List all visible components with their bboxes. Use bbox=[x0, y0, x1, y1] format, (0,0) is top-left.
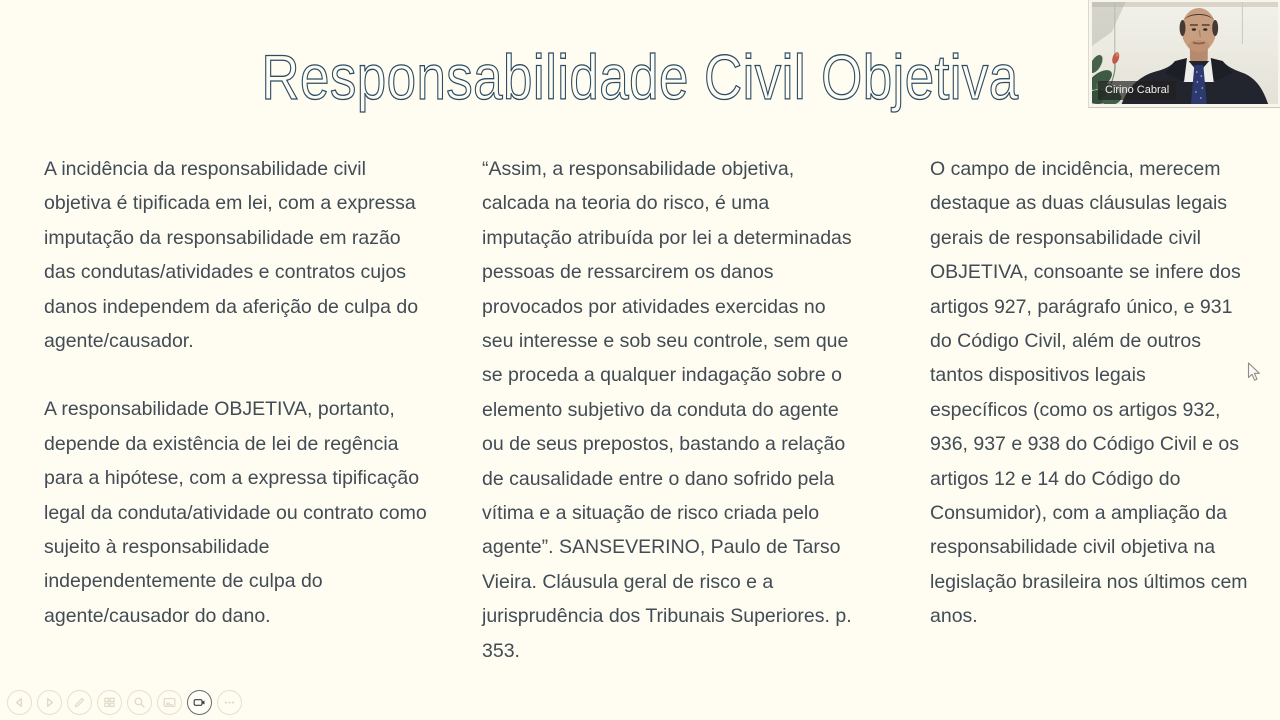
zoom-button[interactable] bbox=[127, 690, 152, 715]
column-paragraph: O campo de incidência, merecem destaque as duas cláusulas legais gerais de responsabilidade civil OBJETIVA, consoante se infere dos artigos 927, parágrafo único, e 931 do Código Civil, além de outros tantos dispositivos legais específicos (como os artigos 932, 936, 937 e 938 do Código Civil e os artigos 12 e 14 do Código do Consumidor), com a ampliação da responsabilidade civil objetiva na legislação brasileira nos últimos cem anos. bbox=[930, 158, 1248, 628]
ellipsis-icon bbox=[221, 694, 238, 711]
mouse-cursor bbox=[1247, 362, 1261, 382]
more-options-button[interactable] bbox=[217, 690, 242, 715]
slide-column-3 bbox=[930, 152, 1248, 668]
captions-icon bbox=[161, 694, 178, 711]
slide-title: Responsabilidade Civil Objetiva bbox=[261, 43, 1019, 113]
subtitles-button[interactable] bbox=[157, 690, 182, 715]
slides-grid-icon bbox=[101, 694, 118, 711]
pen-tools-button[interactable] bbox=[67, 690, 92, 715]
chevron-right-icon bbox=[41, 694, 58, 711]
see-all-slides-button[interactable] bbox=[97, 690, 122, 715]
slide-column-1 bbox=[44, 152, 430, 667]
camera-toggle-button[interactable] bbox=[187, 690, 212, 715]
magnifier-icon bbox=[131, 694, 148, 711]
column-paragraph: A incidência da responsabilidade civil objetiva é tipificada em lei, com a expressa imputação da responsabilidade em razão das condutas/atividades e contratos cujos danos independem da aferição de culpa do agente/causador. bbox=[44, 158, 419, 353]
presenter-toolbar bbox=[7, 690, 242, 715]
next-slide-button[interactable] bbox=[37, 690, 62, 715]
chevron-left-icon bbox=[11, 694, 28, 711]
column-paragraph: A responsabilidade OBJETIVA, portanto, depende da existência de lei de regência para a hipótese, com a expressa tipificação legal da conduta/atividade ou contrato como sujeito à responsabilidade independentemente de culpa do agente/causador do dano. bbox=[44, 398, 427, 627]
webcam-name-label: Cirino Cabral bbox=[1098, 81, 1176, 100]
webcam-overlay[interactable] bbox=[1088, 0, 1280, 108]
pen-icon bbox=[71, 694, 88, 711]
slide-column-2 bbox=[482, 152, 854, 702]
column-paragraph: “Assim, a responsabilidade objetiva, calcada na teoria do risco, é uma imputação atribuída por lei a determinadas pessoas de ressarcirem os danos provocados por atividades exercidas no seu interesse e sob seu controle, sem que se proceda a qualquer indagação sobre o elemento subjetivo da conduta do agente ou de seus prepostos, bastando a relação de causalidade entre o dano sofrido pela vítima e a situação de risco criada pelo agente”. SANSEVERINO, Paulo de Tarso Vieira. Cláusula geral de risco e a jurisprudência dos Tribunais Superiores. p. 353. bbox=[482, 158, 852, 662]
video-camera-icon bbox=[191, 694, 208, 711]
previous-slide-button[interactable] bbox=[7, 690, 32, 715]
